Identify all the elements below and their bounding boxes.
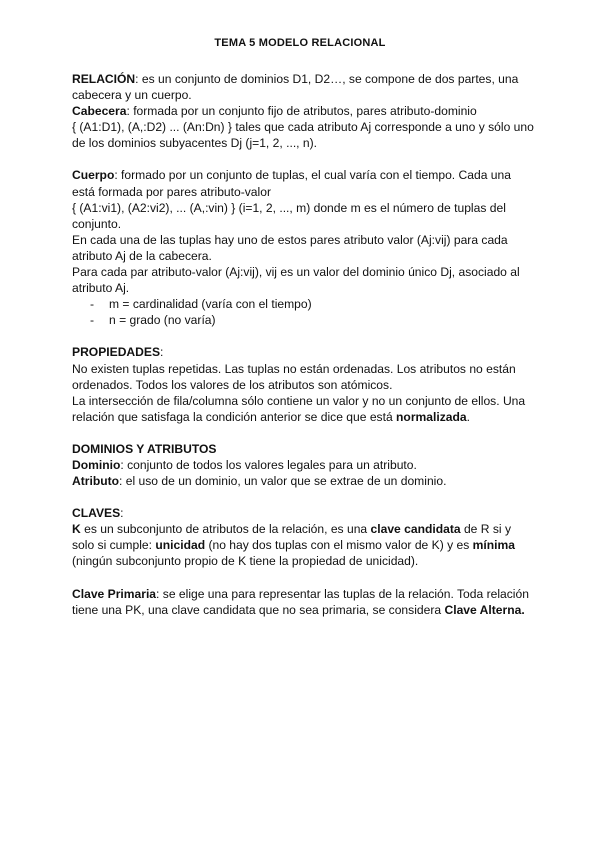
propiedades-text-1: No existen tuplas repetidas. Las tuplas no están ordenadas. Los atributos no están ordenados. Todos los valores de los atributos son atómicos. <box>72 361 516 392</box>
clave-alterna-term: Clave Alterna. <box>444 602 525 617</box>
claves-text-1: es un subconjunto de atributos de la relación, es una <box>80 522 371 537</box>
propiedades-heading-line <box>72 344 534 360</box>
atributo-text: : el uso de un dominio, un valor que se extrae de un dominio. <box>119 474 447 489</box>
claves-colon: : <box>120 506 124 521</box>
unicidad-term: unicidad <box>155 538 206 553</box>
propiedades-text-2 <box>72 393 534 425</box>
cuerpo-bullet-list <box>72 296 534 328</box>
clave-primaria-paragraph <box>72 586 534 618</box>
relacion-text: : es un conjunto de dominios D1, D2…, se compone de dos partes, una cabecera y un cuerpo. <box>72 72 519 103</box>
cabecera-text: : formada por un conjunto fijo de atributos, pares atributo-dominio <box>126 104 477 119</box>
relacion-heading: RELACIÓN <box>72 72 136 86</box>
propiedades-heading: PROPIEDADES <box>72 345 161 360</box>
cabecera-paragraph <box>72 103 534 119</box>
relacion-paragraph <box>72 71 534 103</box>
cuerpo-formula: { (A1:vi1), (A2:vi2), ... (A,:vin) } (i=1, 2, ..., m) donde m es el número de tuplas del conjunto. <box>72 200 506 231</box>
cuerpo-heading: Cuerpo <box>72 168 115 183</box>
cabecera-formula: { (A1:D1), (A,:D2) ... (An:Dn) } tales que cada atributo Aj corresponde a uno y sólo uno de los dominios subyacentes Dj (j=1, 2, ..., n). <box>72 120 534 151</box>
normalizada-term: normalizada <box>396 409 467 424</box>
claves-heading-line <box>72 505 534 521</box>
propiedades-text-2-pre: La intersección de fila/columna sólo contiene un valor y no un conjunto de ellos. Una relación que satisfaga la condición anterior se dice que está <box>72 393 526 424</box>
claves-heading: CLAVES <box>72 506 121 521</box>
list-item: - n = grado (no varía) <box>72 312 534 328</box>
clave-primaria-text: : se elige una para representar las tuplas de la relación. Toda relación tiene una PK, una clave candidata que no sea primaria, se considera <box>72 586 529 617</box>
cabecera-heading: Cabecera <box>72 104 127 119</box>
propiedades-text-2-post: . <box>466 409 470 424</box>
cuerpo-text: : formado por un conjunto de tuplas, el cual varía con el tiempo. Cada una está formada por pares atributo-valor <box>72 168 511 199</box>
dominio-label: Dominio <box>72 457 121 472</box>
atributo-label: Atributo <box>72 474 120 489</box>
cuerpo-line-2: En cada una de las tuplas hay uno de estos pares atributo valor (Aj:vij) para cada atributo Aj de la cabecera. <box>72 232 508 263</box>
dominio-text: : conjunto de todos los valores legales para un atributo. <box>120 457 417 472</box>
k-label: K <box>72 522 81 537</box>
document-body <box>72 71 534 618</box>
cuerpo-paragraph <box>72 167 534 199</box>
claves-text-3: (no hay dos tuplas con el mismo valor de K) y es <box>205 538 473 553</box>
cuerpo-line-3: Para cada par atributo-valor (Aj:vij), vij es un valor del dominio único Dj, asociado al atributo Aj. <box>72 265 520 296</box>
claves-text-4: (ningún subconjunto propio de K tiene la propiedad de unicidad). <box>72 554 419 569</box>
claves-text-2: de R si y solo si cumple: <box>72 522 512 553</box>
dominios-heading <box>72 441 534 457</box>
clave-primaria-label: Clave Primaria <box>72 586 157 601</box>
atributo-definition <box>72 473 534 489</box>
page-title: TEMA 5 MODELO RELACIONAL <box>214 37 386 49</box>
dominio-definition <box>72 457 534 473</box>
clave-candidata-term: clave candidata <box>370 522 461 537</box>
claves-definition <box>72 521 534 569</box>
dominios-heading-text: DOMINIOS Y ATRIBUTOS <box>72 441 217 456</box>
propiedades-colon: : <box>160 345 164 360</box>
minima-term: mínima <box>472 538 515 553</box>
list-item: - m = cardinalidad (varía con el tiempo) <box>72 296 534 312</box>
